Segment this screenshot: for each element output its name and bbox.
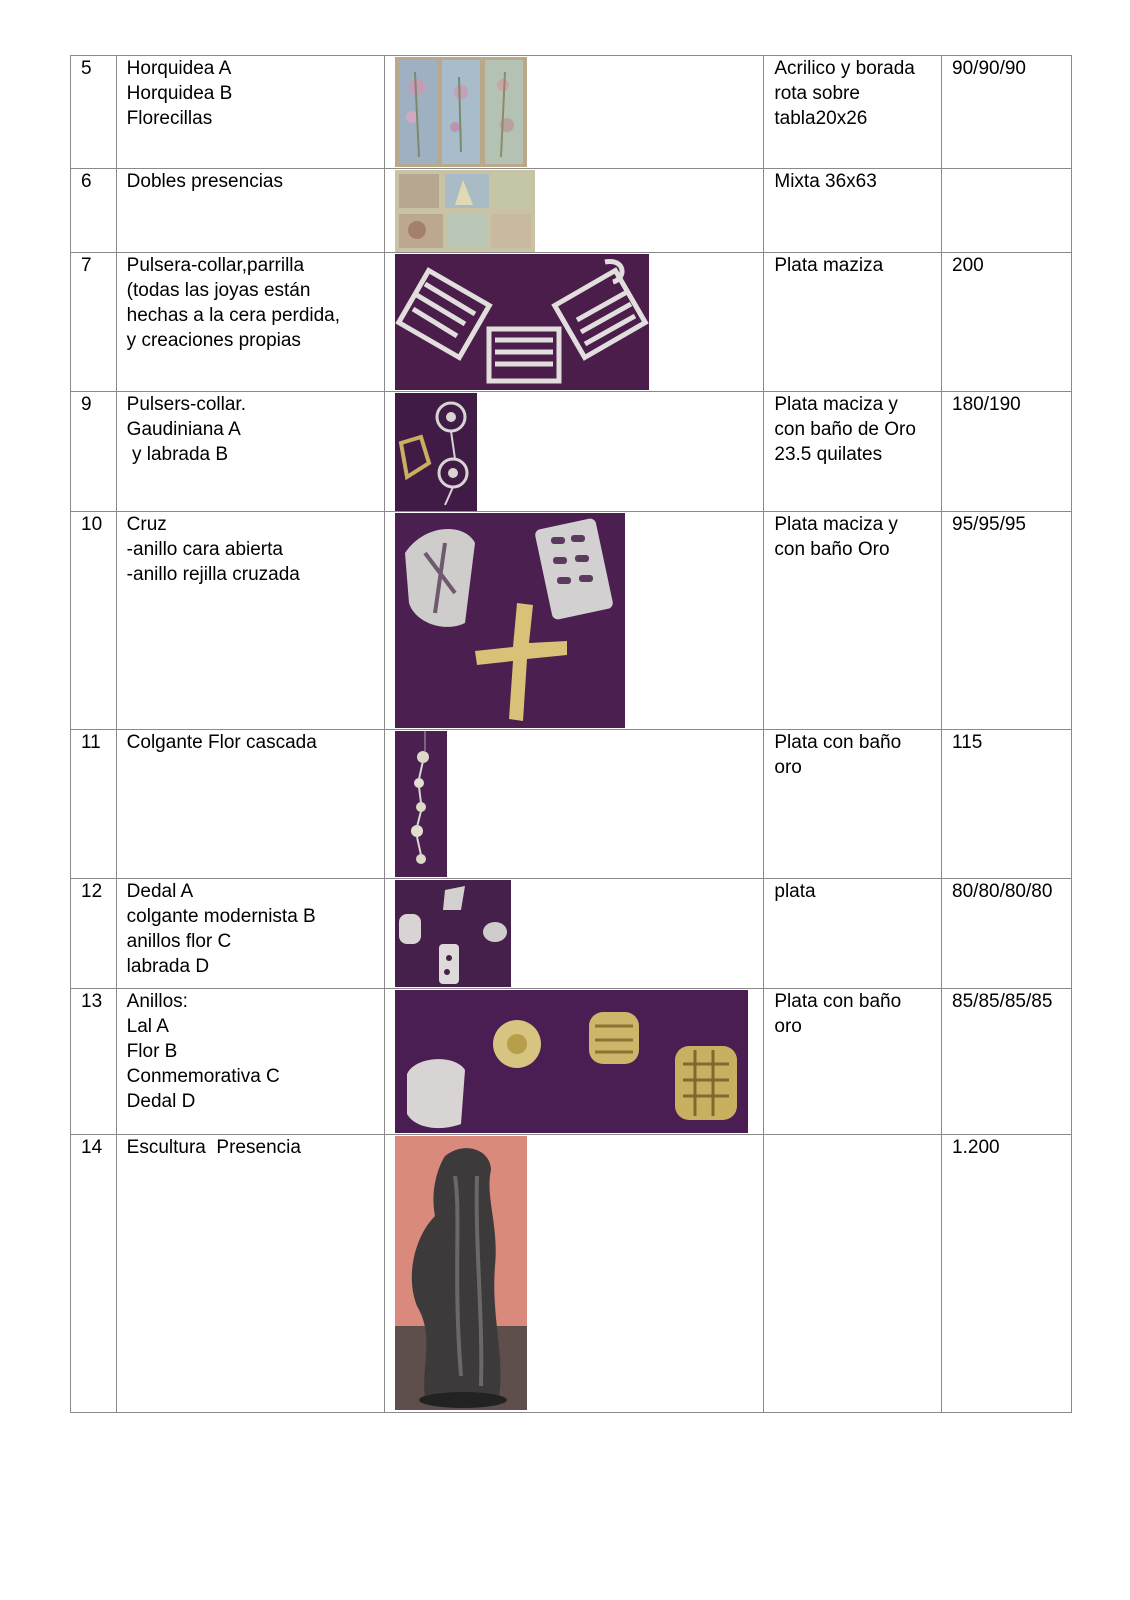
- item-price: 85/85/85/85: [952, 991, 1053, 1012]
- item-title-line: Cruz: [126, 514, 167, 535]
- item-price: 115: [952, 732, 983, 753]
- table-row: [71, 512, 1072, 730]
- item-number-cell: [71, 879, 117, 989]
- item-photo-cell: [384, 879, 764, 989]
- item-technique-line: Plata maziza: [774, 255, 884, 276]
- table-row: [71, 1135, 1072, 1413]
- item-title-line: Conmemorativa C: [126, 1066, 280, 1087]
- item-number: 10: [81, 514, 103, 535]
- item-title-line: Dedal A: [126, 881, 194, 902]
- item-title-line: (todas las joyas están: [126, 280, 311, 301]
- item-number-cell: [71, 730, 117, 879]
- item-photo-cell: [384, 56, 764, 169]
- item-number-cell: [71, 989, 117, 1135]
- table-row: [71, 392, 1072, 512]
- table-row: [71, 730, 1072, 879]
- gaudi-necklace-image: [395, 393, 477, 511]
- item-technique-line: plata: [774, 881, 816, 902]
- item-technique-cell: [764, 879, 942, 989]
- item-technique-line: Acrilico y borada: [774, 58, 915, 79]
- item-technique-cell: [764, 169, 942, 253]
- item-technique-cell: [764, 253, 942, 392]
- item-title-cell: [116, 879, 384, 989]
- item-technique-cell: [764, 392, 942, 512]
- cascade-flower-pendant-image: [395, 731, 447, 877]
- item-technique-line: tabla20x26: [774, 108, 868, 129]
- item-number: 9: [81, 394, 92, 415]
- item-technique-line: con baño de Oro: [774, 419, 916, 440]
- metal-sculpture-image: [395, 1136, 527, 1410]
- item-title-line: Pulsera-collar,parrilla: [126, 255, 305, 276]
- table-row: [71, 56, 1072, 169]
- table-row: [71, 253, 1072, 392]
- item-price-cell: [942, 989, 1072, 1135]
- item-title-line: colgante modernista B: [126, 906, 316, 927]
- item-price: 180/190: [952, 394, 1021, 415]
- thimble-and-rings-image: [395, 880, 511, 987]
- item-technique-line: Plata con baño: [774, 991, 902, 1012]
- item-number: 6: [81, 171, 92, 192]
- item-photo-cell: [384, 989, 764, 1135]
- item-technique-cell: [764, 1135, 942, 1413]
- item-technique-cell: [764, 730, 942, 879]
- item-title-cell: [116, 392, 384, 512]
- item-title-line: Dobles presencias: [126, 171, 283, 192]
- item-title-cell: [116, 56, 384, 169]
- item-technique-line: Plata con baño: [774, 732, 902, 753]
- item-photo-cell: [384, 253, 764, 392]
- item-title-line: -anillo rejilla cruzada: [126, 564, 300, 585]
- item-price-cell: [942, 56, 1072, 169]
- item-price-cell: [942, 730, 1072, 879]
- item-price-cell: [942, 512, 1072, 730]
- item-price-cell: [942, 392, 1072, 512]
- item-title-cell: [116, 169, 384, 253]
- table-row: [71, 879, 1072, 989]
- artwork-catalog-table: [70, 55, 1072, 1413]
- item-technique-cell: [764, 989, 942, 1135]
- item-technique-line: Plata maciza y: [774, 514, 898, 535]
- table-row: [71, 169, 1072, 253]
- item-title-line: Lal A: [126, 1016, 169, 1037]
- item-title-line: labrada D: [126, 956, 210, 977]
- item-title-line: y labrada B: [126, 444, 229, 465]
- item-technique-cell: [764, 512, 942, 730]
- item-title-line: Escultura Presencia: [126, 1137, 301, 1158]
- item-number: 5: [81, 58, 92, 79]
- item-number: 13: [81, 991, 103, 1012]
- item-title-line: Dedal D: [126, 1091, 196, 1112]
- item-title-line: -anillo cara abierta: [126, 539, 283, 560]
- item-photo-cell: [384, 730, 764, 879]
- item-title-cell: [116, 1135, 384, 1413]
- item-price-cell: [942, 1135, 1072, 1413]
- item-title-line: Anillos:: [126, 991, 188, 1012]
- item-title-line: Gaudiniana A: [126, 419, 241, 440]
- item-title-cell: [116, 730, 384, 879]
- item-title-line: Florecillas: [126, 108, 213, 129]
- item-price: 1.200: [952, 1137, 1000, 1158]
- item-technique-line: oro: [774, 1016, 802, 1037]
- item-price: 95/95/95: [952, 514, 1026, 535]
- item-title-line: hechas a la cera perdida,: [126, 305, 341, 326]
- item-price: 200: [952, 255, 984, 276]
- item-price: 90/90/90: [952, 58, 1026, 79]
- item-number-cell: [71, 169, 117, 253]
- item-number-cell: [71, 56, 117, 169]
- item-technique-line: oro: [774, 757, 802, 778]
- table-row: [71, 989, 1072, 1135]
- item-technique-line: Plata maciza y: [774, 394, 898, 415]
- item-price-cell: [942, 169, 1072, 253]
- item-title-line: y creaciones propias: [126, 330, 301, 351]
- triptych-orchid-paintings-image: [395, 57, 527, 167]
- mixed-media-painting-image: [395, 170, 535, 252]
- item-number-cell: [71, 253, 117, 392]
- item-photo-cell: [384, 392, 764, 512]
- item-number-cell: [71, 392, 117, 512]
- item-title-line: Horquidea B: [126, 83, 233, 104]
- silver-grill-bracelet-image: [395, 254, 649, 390]
- item-title-line: Horquidea A: [126, 58, 232, 79]
- item-price-cell: [942, 253, 1072, 392]
- item-price: [942, 169, 1071, 170]
- item-technique-cell: [764, 56, 942, 169]
- item-title-line: Pulsers-collar.: [126, 394, 246, 415]
- item-technique-line: con baño Oro: [774, 539, 890, 560]
- item-photo-cell: [384, 1135, 764, 1413]
- cross-and-rings-image: [395, 513, 625, 728]
- item-number-cell: [71, 1135, 117, 1413]
- item-technique-line: 23.5 quilates: [774, 444, 883, 465]
- item-number-cell: [71, 512, 117, 730]
- item-title-cell: [116, 512, 384, 730]
- item-number: 7: [81, 255, 92, 276]
- item-number: 12: [81, 881, 103, 902]
- item-title-cell: [116, 989, 384, 1135]
- four-rings-image: [395, 990, 748, 1133]
- item-title-line: Colgante Flor cascada: [126, 732, 317, 753]
- item-title-cell: [116, 253, 384, 392]
- item-price-cell: [942, 879, 1072, 989]
- item-photo-cell: [384, 512, 764, 730]
- item-title-line: anillos flor C: [126, 931, 232, 952]
- item-technique-line: rota sobre: [774, 83, 860, 104]
- item-photo-cell: [384, 169, 764, 253]
- item-price: 80/80/80/80: [952, 881, 1053, 902]
- item-title-line: Flor B: [126, 1041, 178, 1062]
- item-technique-line: Mixta 36x63: [774, 171, 877, 192]
- item-number: 11: [81, 732, 101, 753]
- item-number: 14: [81, 1137, 103, 1158]
